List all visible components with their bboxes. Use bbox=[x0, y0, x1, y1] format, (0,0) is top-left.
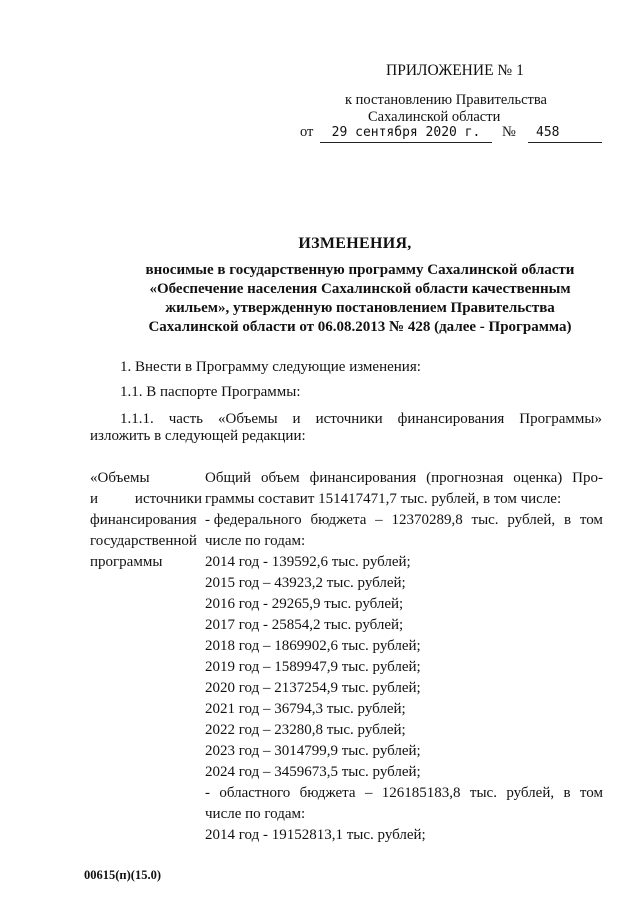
word: объем bbox=[261, 470, 300, 486]
word: тыс. bbox=[471, 512, 499, 528]
subtitle-line: жильем», утвержденную постановлением Правительства bbox=[165, 300, 555, 316]
federal-year-line: 2016 год - 29265,9 тыс. рублей; bbox=[205, 596, 404, 612]
label-line: финансирования bbox=[90, 512, 197, 528]
financing-line: числе по годам: bbox=[205, 533, 306, 549]
subtitle-line: Сахалинской области от 06.08.2013 № 428 (далее - Программа) bbox=[148, 319, 572, 335]
word: финансирования bbox=[397, 411, 505, 427]
word: Про- bbox=[572, 470, 603, 486]
word: 12370289,8 bbox=[391, 512, 463, 528]
subtitle-line: «Обеспечение населения Сахалинской области качественным bbox=[149, 281, 571, 297]
federal-year-line: 2014 год - 139592,6 тыс. рублей; bbox=[205, 554, 411, 570]
financing-line bbox=[205, 468, 603, 489]
word: (прогнозная bbox=[426, 470, 504, 486]
paragraph-1-1: 1.1. В паспорте Программы: bbox=[120, 384, 301, 400]
federal-year-line: 2022 год – 23280,8 тыс. рублей; bbox=[205, 722, 406, 738]
resolution-date: 29 сентября 2020 г. bbox=[320, 124, 492, 143]
word: - федерального bbox=[205, 512, 302, 528]
label-line: программы bbox=[90, 554, 163, 570]
word: и bbox=[90, 491, 99, 507]
word: рублей, bbox=[507, 512, 556, 528]
word: - bbox=[205, 785, 210, 801]
resolution-reference: к постановлению Правительства bbox=[345, 92, 547, 108]
federal-year-line: 2018 год – 1869902,6 тыс. рублей; bbox=[205, 638, 421, 654]
federal-year-line: 2024 год – 3459673,5 тыс. рублей; bbox=[205, 764, 421, 780]
document-code: 00615(п)(15.0) bbox=[84, 868, 161, 882]
word: бюджета bbox=[310, 512, 367, 528]
resolution-number: 458 bbox=[528, 124, 602, 143]
word: том bbox=[579, 512, 603, 528]
ot-label: от bbox=[300, 124, 314, 140]
paragraph-line: изложить в следующей редакции: bbox=[90, 428, 306, 444]
paragraph-1-1-1 bbox=[90, 411, 602, 445]
financing-line: числе по годам: bbox=[205, 806, 306, 822]
financing-line bbox=[205, 783, 603, 804]
label-line bbox=[90, 489, 202, 510]
word: часть bbox=[168, 411, 203, 427]
word: финансирования bbox=[309, 470, 417, 486]
financing-line bbox=[205, 510, 603, 531]
word: «Объемы bbox=[217, 411, 278, 427]
paragraph-line bbox=[90, 411, 602, 428]
word: и bbox=[292, 411, 301, 427]
passport-section-label bbox=[90, 468, 202, 573]
federal-year-line: 2017 год - 25854,2 тыс. рублей; bbox=[205, 617, 404, 633]
word: – bbox=[364, 785, 373, 801]
word: том bbox=[579, 785, 603, 801]
subtitle-line: вносимые в государственную программу Сахалинской области bbox=[145, 262, 575, 278]
word: в bbox=[563, 512, 572, 528]
word: 1.1.1. bbox=[120, 411, 154, 427]
word: 126185183,8 bbox=[381, 785, 461, 801]
label-line: «Объемы bbox=[90, 470, 150, 486]
region-name: Сахалинской области bbox=[368, 109, 501, 125]
word: источники bbox=[134, 491, 202, 507]
resolution-date-line bbox=[300, 124, 602, 146]
word: областного bbox=[219, 785, 291, 801]
word: Программы» bbox=[519, 411, 602, 427]
federal-year-line: 2021 год – 36794,3 тыс. рублей; bbox=[205, 701, 406, 717]
word: бюджета bbox=[299, 785, 356, 801]
federal-year-line: 2023 год – 3014799,9 тыс. рублей; bbox=[205, 743, 421, 759]
appendix-heading: ПРИЛОЖЕНИЕ № 1 bbox=[386, 62, 524, 79]
federal-year-line: 2020 год – 2137254,9 тыс. рублей; bbox=[205, 680, 421, 696]
number-sign: № bbox=[502, 124, 516, 140]
label-line: государственной bbox=[90, 533, 197, 549]
word: рублей, bbox=[506, 785, 555, 801]
word: оценка) bbox=[513, 470, 563, 486]
financing-details bbox=[205, 468, 603, 846]
word: тыс. bbox=[469, 785, 497, 801]
word: Общий bbox=[205, 470, 252, 486]
word: источники bbox=[315, 411, 383, 427]
word: в bbox=[563, 785, 571, 801]
document-title: ИЗМЕНЕНИЯ, bbox=[298, 235, 412, 252]
federal-year-line: 2019 год – 1589947,9 тыс. рублей; bbox=[205, 659, 421, 675]
document-subtitle bbox=[120, 261, 600, 337]
federal-year-line: 2015 год – 43923,2 тыс. рублей; bbox=[205, 575, 406, 591]
paragraph-1: 1. Внести в Программу следующие изменения: bbox=[120, 359, 421, 375]
regional-year-line: 2014 год - 19152813,1 тыс. рублей; bbox=[205, 827, 426, 843]
financing-line: граммы составит 151417471,7 тыс. рублей, в том числе: bbox=[205, 491, 562, 507]
word: – bbox=[375, 512, 383, 528]
